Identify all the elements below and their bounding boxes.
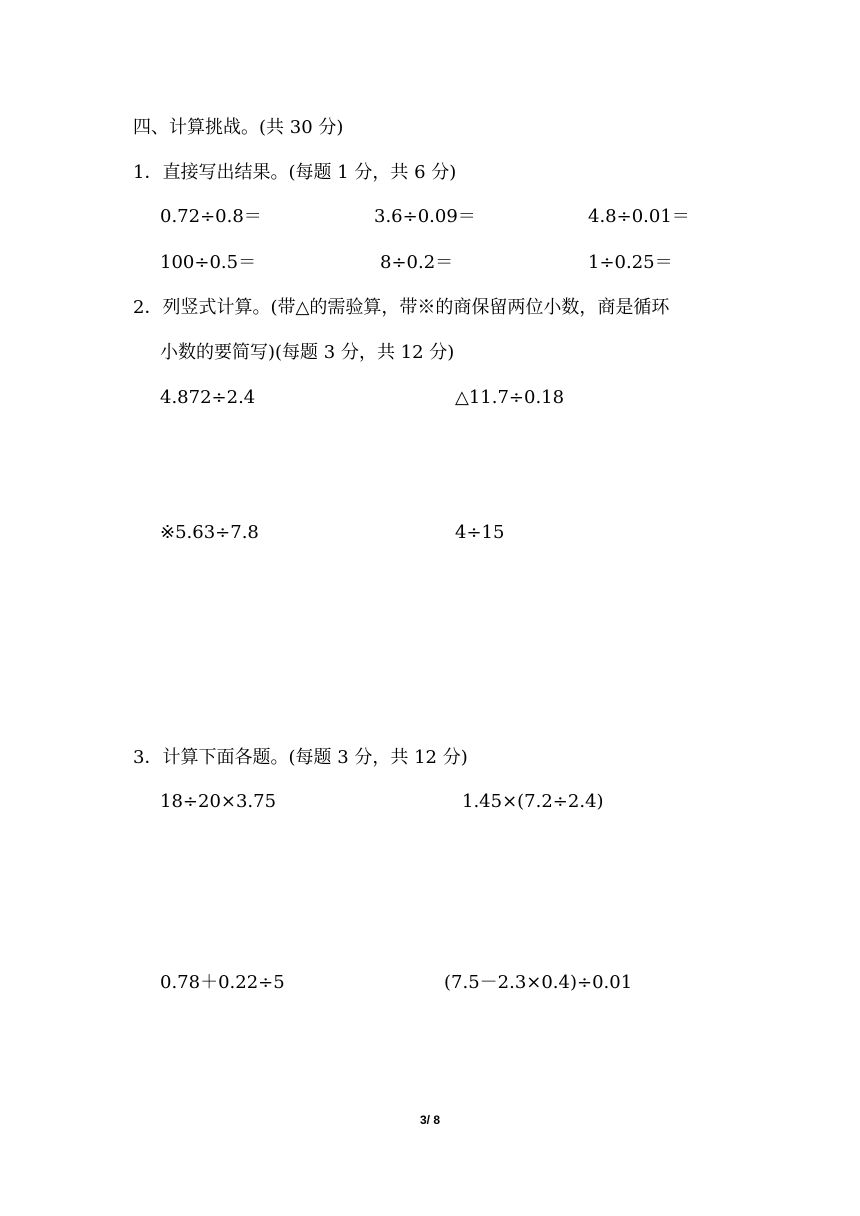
q3-item-2: 1.45×(7.2÷2.4) bbox=[462, 791, 604, 812]
question-1-heading: 1．直接写出结果。(每题 1 分，共 6 分) bbox=[133, 162, 457, 183]
q2-item-3: ※5.63÷7.8 bbox=[160, 522, 259, 543]
q1-item-2: 3.6÷0.09＝ bbox=[374, 206, 476, 227]
q1-item-6: 1÷0.25＝ bbox=[588, 252, 673, 273]
q3-item-3: 0.78＋0.22÷5 bbox=[160, 972, 285, 993]
question-2-heading: 2．列竖式计算。(带△的需验算，带※的商保留两位小数，商是循环 bbox=[133, 297, 670, 318]
q1-item-1: 0.72÷0.8＝ bbox=[160, 206, 262, 227]
q1-item-4: 100÷0.5＝ bbox=[160, 252, 257, 273]
q1-item-3: 4.8÷0.01＝ bbox=[588, 206, 690, 227]
section-title: 四、计算挑战。(共 30 分) bbox=[133, 117, 344, 138]
q2-item-2: △11.7÷0.18 bbox=[455, 387, 565, 408]
q3-item-1: 18÷20×3.75 bbox=[160, 791, 277, 812]
page-number: 3/ 8 bbox=[419, 1113, 440, 1127]
q2-item-4: 4÷15 bbox=[455, 522, 505, 543]
question-3-heading: 3．计算下面各题。(每题 3 分，共 12 分) bbox=[133, 747, 468, 768]
q1-item-5: 8÷0.2＝ bbox=[380, 252, 454, 273]
q2-item-1: 4.872÷2.4 bbox=[160, 387, 256, 408]
q3-item-4: (7.5－2.3×0.4)÷0.01 bbox=[444, 972, 633, 993]
question-2-heading-continued: 小数的要简写)(每题 3 分，共 12 分) bbox=[160, 342, 455, 363]
